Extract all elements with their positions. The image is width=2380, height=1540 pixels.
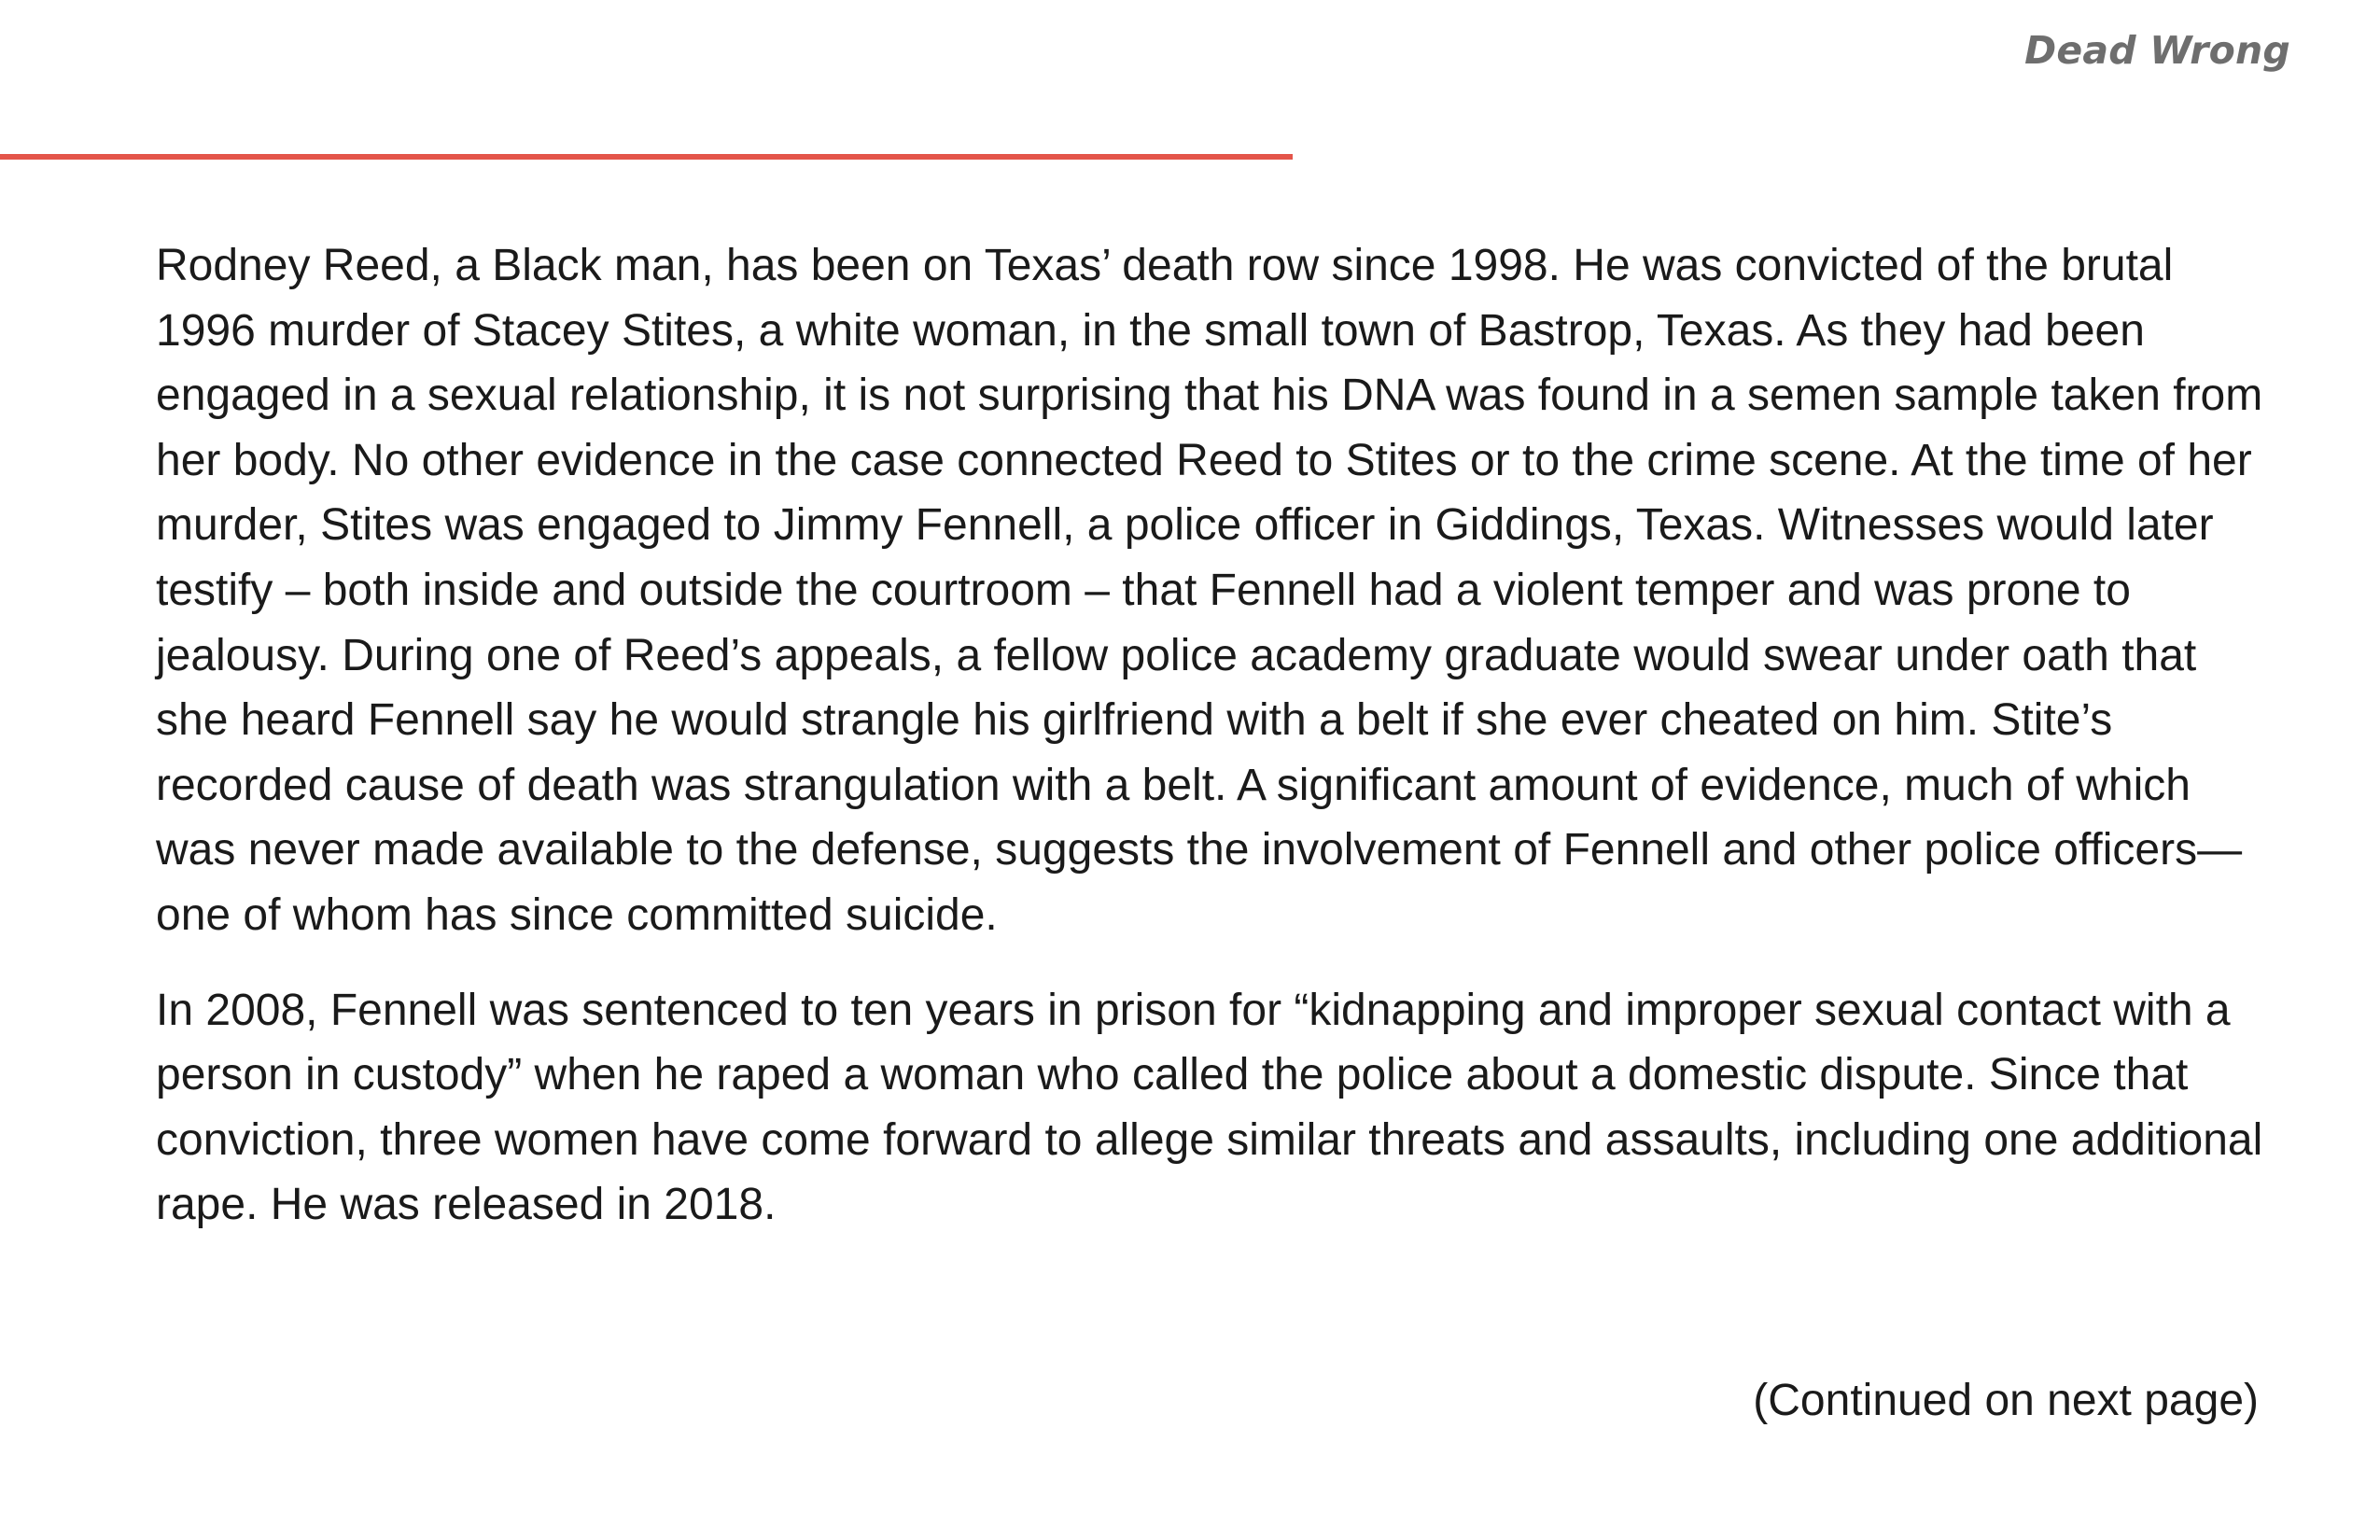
body-paragraph-1: Rodney Reed, a Black man, has been on Texas’ death row since 1998. He was convicted of the brutal 1996 murder of Stacey Stites, a white woman, in the small town of Bastrop, Texas. As they had been engaged in a sexual relationship, it is not surprising that his DNA was found in a semen sample taken from her body. No other evidence in the case connected Reed to Stites or to the crime scene. At the time of her murder, Stites was engaged to Jimmy Fennell, a police officer in Giddings, Texas. Witnesses would later testify – both inside and outside the courtroom – that Fennell had a violent temper and was prone to jealousy. During one of Reed’s appeals, a fellow police academy graduate would swear under oath that she heard Fennell say he would strangle his girlfriend with a belt if she ever cheated on him. Stite’s recorded cause of death was strangulation with a belt. A significant amount of evidence, much of which was never made available to the defense, suggests the involvement of Fennell and other police officers—one of whom has since committed suicide.	[156, 241, 2263, 940]
body-paragraph-2: In 2008, Fennell was sentenced to ten years in prison for “kidnapping and improper sexual contact with a person in custody” when he raped a woman who called the police about a domestic dispute. Since that conviction, three women have come forward to allege similar threats and assaults, including one additional rape. He was released in 2018.	[156, 985, 2263, 1230]
article-body	[156, 233, 2275, 1238]
continued-note: (Continued on next page)	[1753, 1376, 2259, 1425]
running-header-title: Dead Wrong	[2024, 28, 2290, 73]
accent-divider	[0, 154, 1293, 160]
